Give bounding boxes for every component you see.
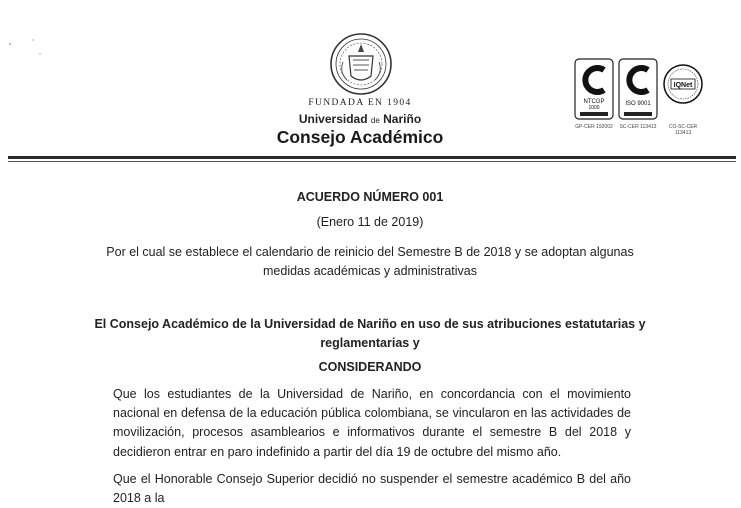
agreement-preamble: El Consejo Académico de la Universidad de Nariño en uso de sus atribuciones estatutarias y reglamentarias y xyxy=(94,317,646,350)
cert-caption: GP-CER 192002 xyxy=(575,124,613,130)
considering-paragraph: Que los estudiantes de la Universidad de Nariño, en concordancia con el movimiento nacional en defensa de la educación pública colombiana, se vincularon en las actividades de movilización, procesos asamblearios e informativos durante el semestre B del 2018 y decidieron entrar en paro indefinido a partir del día 19 de octubre del mismo año. xyxy=(113,387,631,459)
founded-label: FUNDADA EN 1904 xyxy=(308,98,412,108)
cert-label-top: IQNet xyxy=(673,82,693,89)
cert-label-mid: 1000 xyxy=(588,105,600,111)
university-prefix: Universidad xyxy=(298,112,368,126)
cert-caption: SC-CER 113413 xyxy=(619,124,657,130)
considering-paragraph: Que el Honorable Consejo Superior decidió no suspender el semestre académico B del año 2018 a la xyxy=(113,472,631,506)
agreement-purpose: Por el cual se establece el calendario de reinicio del Semestre B de 2018 y se adoptan algunas medidas académicas y administrativas xyxy=(106,245,634,278)
cert-caption: CO-SC-CER 113413 xyxy=(668,124,698,136)
university-suffix: Nariño xyxy=(383,112,422,126)
agreement-title: ACUERDO NÚMERO 001 xyxy=(296,190,444,204)
cert-label-top: NTCGP xyxy=(583,99,605,105)
university-de: de xyxy=(370,116,380,125)
considering-heading: CONSIDERANDO xyxy=(318,360,422,374)
agreement-date: (Enero 11 de 2019) xyxy=(316,215,424,229)
cert-label-top: ISO 9001 xyxy=(625,101,651,107)
council-name: Consejo Académico xyxy=(276,127,444,147)
